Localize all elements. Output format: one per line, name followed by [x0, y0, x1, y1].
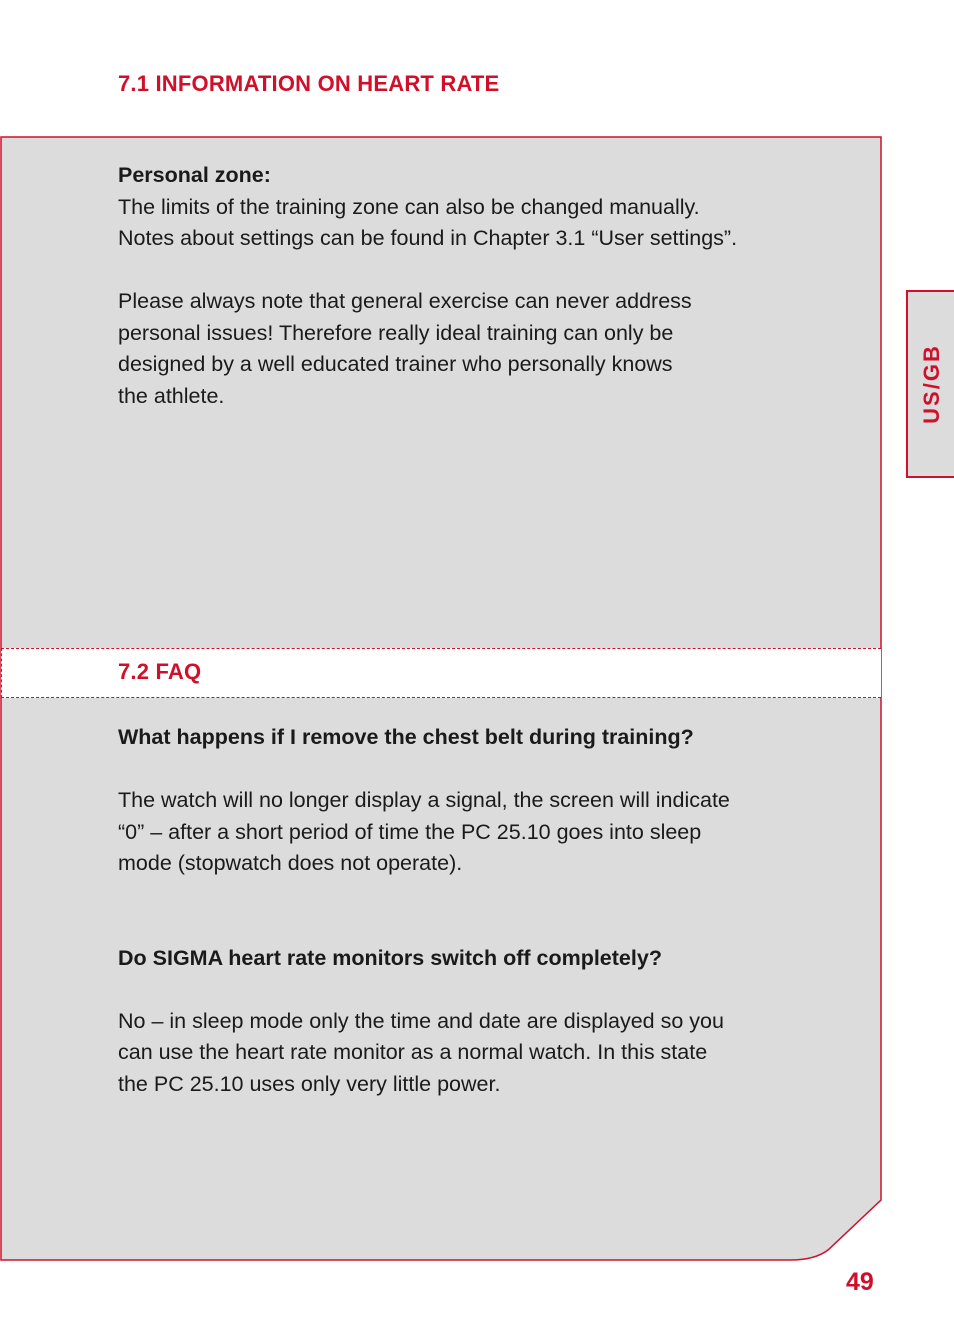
- section-title-faq: 7.2 FAQ: [118, 659, 202, 684]
- faq-question-2: Do SIGMA heart rate monitors switch off completely?: [118, 945, 662, 970]
- personal-zone-text: The limits of the training zone can also be changed manually. Notes about settings can be found in Chapter 3.1 “User settings”.: [118, 194, 738, 250]
- personal-zone-block: [118, 160, 858, 412]
- faq-answer-1: The watch will no longer display a signal, the screen will indicate “0” – after a short period of time the PC 25.10 goes into sleep mode (stopwatch does not operate).: [118, 788, 730, 875]
- section-title-heart-rate: 7.1 INFORMATION ON HEART RATE: [118, 71, 500, 96]
- training-note-text: Please always note that general exercise can never address personal issues! Therefore really ideal training can only be designed by a well educated trainer who personally knows the athlete.: [118, 289, 692, 408]
- faq-block: [118, 722, 858, 1100]
- personal-zone-heading: Personal zone:: [118, 163, 271, 187]
- faq-answer-2: No – in sleep mode only the time and date are displayed so you can use the heart rate monitor as a normal watch. In this state the PC 25.10 uses only very little power.: [118, 1008, 724, 1096]
- faq-question-1: What happens if I remove the chest belt during training?: [118, 725, 694, 749]
- language-side-tab: [906, 290, 954, 478]
- page-number: 49: [846, 1268, 874, 1296]
- language-label: US/GB: [919, 344, 944, 424]
